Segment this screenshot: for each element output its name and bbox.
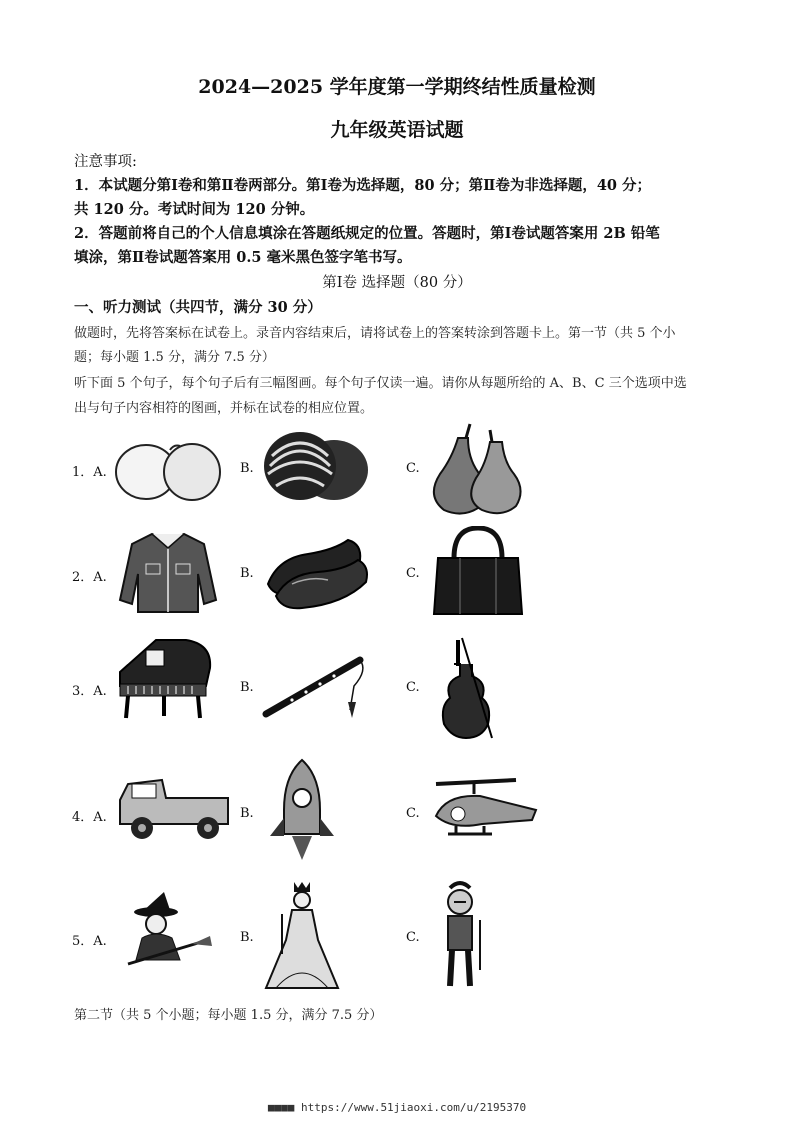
footer-prefix: ■■■■ [267,1101,295,1114]
watermelons-image[interactable] [262,430,370,502]
flute-image[interactable] [262,652,372,720]
q3-option-c-label: C. [406,680,420,695]
q2-option-b-label: B. [240,566,254,581]
helicopter-image[interactable] [428,774,540,852]
knight-image[interactable] [428,880,492,994]
listening-section-title: 一、听力测试（共四节，满分 30 分） [74,299,322,316]
footer-url[interactable]: https://www.51jiaoxi.com/u/2195370 [300,1101,527,1114]
notice-item1-line1: 1．本试题分第Ⅰ卷和第Ⅱ卷两部分。第Ⅰ卷为选择题，80 分；第Ⅱ卷为非选择题，40 分； [74,177,652,194]
q4-option-b-label: B. [240,806,254,821]
instruction-2-line2: 出与句子内容相符的图画，并标在试卷的相应位置。 [74,401,374,416]
rocket-image[interactable] [264,756,340,864]
queen-image[interactable] [262,878,344,992]
q2-option-c-label: C. [406,566,420,581]
notice-item2-line2: 填涂，第Ⅱ卷试题答案用 0.5 毫米黑色签字笔书写。 [74,249,412,266]
footer-watermark[interactable] [0,1101,794,1114]
q2-option-a-label: 2．A. [72,570,107,585]
section2-heading: 第二节（共 5 个小题；每小题 1.5 分，满分 7.5 分） [74,1008,383,1023]
q5-option-a-label: 5．A. [72,934,107,949]
q4-option-a-label: 4．A. [72,810,107,825]
pears-image[interactable] [428,418,524,518]
q1-option-a-label: 1．A. [72,465,107,480]
notice-item2-line1: 2．答题前将自己的个人信息填涂在答题纸规定的位置。答题时，第Ⅰ卷试题答案用 2B 铅笔 [74,225,660,242]
handbag-image[interactable] [430,526,526,618]
q4-option-c-label: C. [406,806,420,821]
witch-image[interactable] [122,888,214,976]
notice-item1-line2: 共 120 分。考试时间为 120 分钟。 [74,201,315,218]
part1-heading: 第Ⅰ卷 选择题（80 分） [322,275,472,291]
exam-subtitle: 九年级英语试题 [330,119,464,141]
q5-option-b-label: B. [240,930,254,945]
q3-option-a-label: 3．A. [72,684,107,699]
notice-heading: 注意事项: [74,154,137,170]
q1-option-b-label: B. [240,461,254,476]
violin-image[interactable] [428,634,508,744]
shoes-image[interactable] [262,532,370,612]
instruction-1-line1: 做题时，先将答案标在试卷上。录音内容结束后，请将试卷上的答案转涂到答题卡上。第一节（共 5 个小 [74,326,676,341]
q1-option-c-label: C. [406,461,420,476]
instruction-1-line2: 题；每小题 1.5 分，满分 7.5 分） [74,350,275,365]
q3-option-b-label: B. [240,680,254,695]
instruction-2-line1: 听下面 5 个句子，每个句子后有三幅图画。每个句子仅读一遍。请你从每题所给的 A、B、C 三个选项中选 [74,376,687,391]
jacket-image[interactable] [118,528,218,618]
piano-image[interactable] [116,636,216,722]
lemons-image[interactable] [112,438,224,504]
truck-image[interactable] [116,776,234,844]
exam-title: 2024—2025 学年度第一学期终结性质量检测 [198,76,596,98]
q5-option-c-label: C. [406,930,420,945]
